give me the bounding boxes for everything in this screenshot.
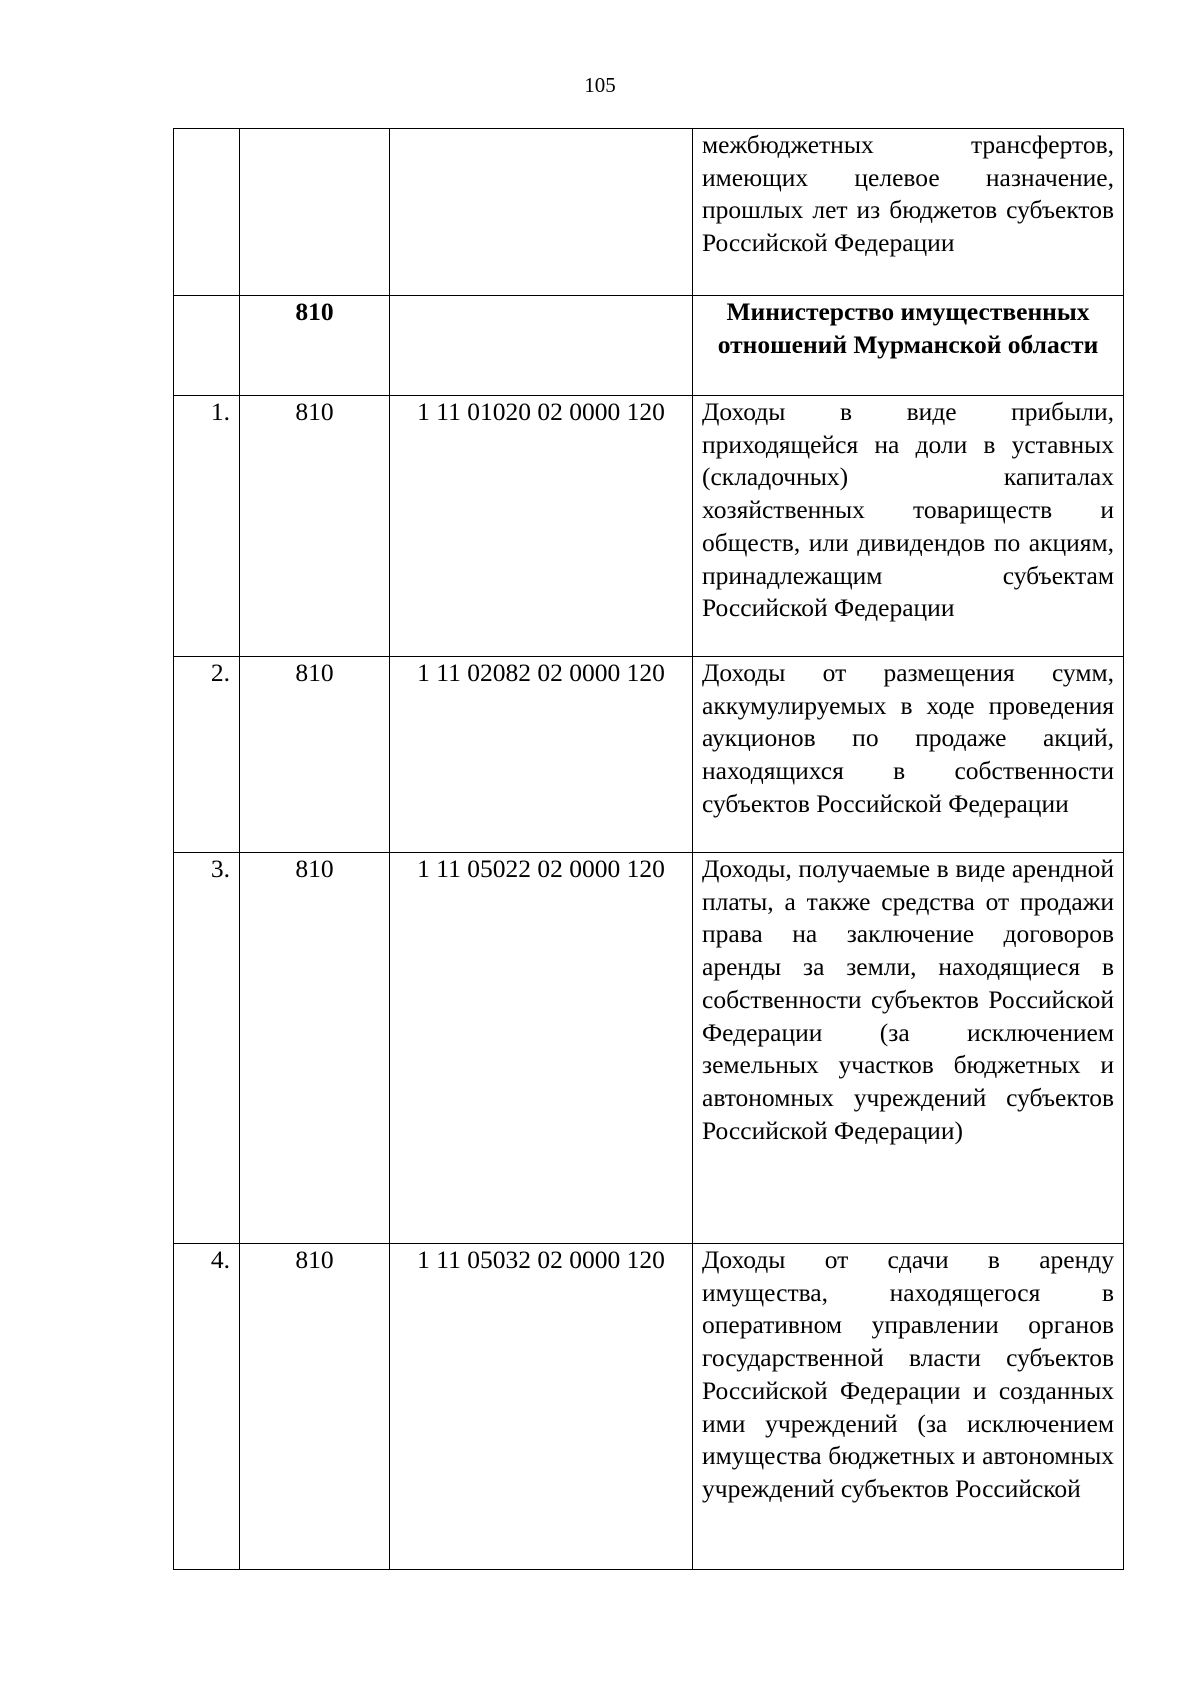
admin-code: 810 [240,296,390,396]
table-row-ministry-header [174,296,1124,396]
revenue-name: Доходы в виде прибыли, приходящейся на доли в уставных (складочных) капиталах хозяйственных товариществ и обществ, или дивидендов по акциям, принадлежащим субъектам Российской Федерации [693,396,1124,657]
ministry-name: Министерство имущественных отношений Мурманской области [693,296,1124,396]
revenue-name: Доходы от размещения сумм, аккумулируемых в ходе проведения аукционов по продаже акций, находящихся в собственности субъектов Российской Федерации [693,657,1124,853]
revenue-name: межбюджетных трансфертов, имеющих целевое назначение, прошлых лет из бюджетов субъектов Российской Федерации [693,129,1124,296]
row-number [174,296,240,396]
row-number: 2. [174,657,240,853]
revenue-code: 1 11 05032 02 0000 120 [390,1244,693,1570]
admin-code [240,129,390,296]
revenue-code: 1 11 02082 02 0000 120 [390,657,693,853]
row-number: 4. [174,1244,240,1570]
table-row [174,657,1124,853]
row-number: 3. [174,853,240,1244]
revenue-codes-table [173,128,1124,1570]
admin-code: 810 [240,657,390,853]
admin-code: 810 [240,396,390,657]
admin-code: 810 [240,1244,390,1570]
revenue-code: 1 11 05022 02 0000 120 [390,853,693,1244]
page-number: 105 [584,73,616,97]
admin-code: 810 [240,853,390,1244]
row-number: 1. [174,396,240,657]
revenue-code: 1 11 01020 02 0000 120 [390,396,693,657]
revenue-code [390,296,693,396]
table-row [174,853,1124,1244]
table-row [174,129,1124,296]
table-row [174,396,1124,657]
revenue-code [390,129,693,296]
revenue-name: Доходы, получаемые в виде арендной платы, а также средства от продажи права на заключение договоров аренды за земли, находящиеся в собственности субъектов Российской Федерации (за исключением земельных участков бюджетных и автономных учреждений субъектов Российской Федерации) [693,853,1124,1244]
table-row [174,1244,1124,1570]
row-number [174,129,240,296]
revenue-name: Доходы от сдачи в аренду имущества, находящегося в оперативном управлении органов государственной власти субъектов Российской Федерации и созданных ими учреждений (за исключением имущества бюджетных и автономных учреждений субъектов Российской [693,1244,1124,1570]
